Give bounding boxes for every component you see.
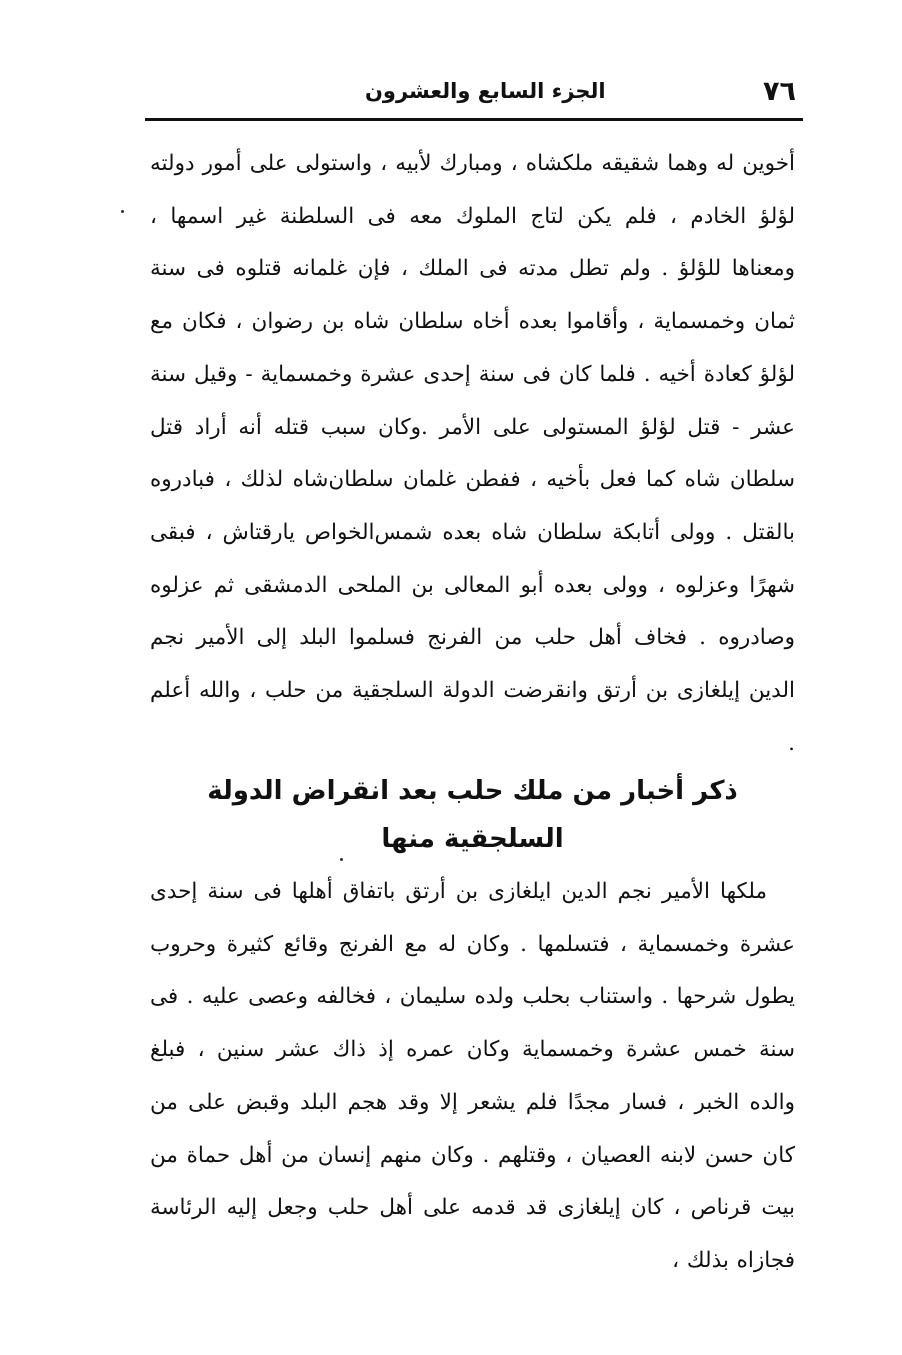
section-heading-line-2: السلجقية منها [381, 824, 564, 854]
paragraph-1: أخوين له وهما شقيقه ملكشاه ، ومبارك لأبيه ، واستولى على أمور دولته لؤلؤ الخادم ، فلم يكن لتاج الملوك معه فى السلطنة غير اسمها ، ومعناها للؤلؤ . ولم تطل مدته فى الملك ، فإن غلمانه قتلوه فى سنة ثمان وخمسماية ، وأقاموا بعده أخاه سلطان شاه بن رضوان ، فكان مع لؤلؤ كعادة أخيه . فلما كان فى سنة إحدى عشرة وخمسماية - وقيل سنة عشر - قتل لؤلؤ المستولى على الأمر .وكان سبب قتله أنه أراد قتل سلطان شاه كما فعل بأخيه ، ففطن غلمان سلطان‌شاه لذلك ، فبادروه بالقتل . وولى أتابكة سلطان شاه بعده شمس‌الخواص يارقتاش ، فبقى شهرًا وعزلوه ، وولى بعده أبو المعالى بن الملحى الدمشقى ثم عزلوه وصادروه . فخاف أهل حلب من الفرنج فسلموا البلد إلى الأمير نجم الدين إيلغازى بن أرتق وانقرضت الدولة السلجقية من حلب ، والله أعلم . [150, 151, 795, 756]
header-rule [145, 118, 803, 121]
print-speck [340, 858, 343, 861]
page-number: ٧٦ [763, 75, 796, 107]
page-header [145, 68, 800, 114]
margin-speck [121, 210, 124, 213]
section-heading-line-1: ذكر أخبار من ملك حلب بعد انقراض الدولة [207, 776, 738, 806]
section-heading [150, 767, 795, 863]
paragraph-2: ملكها الأمير نجم الدين ايلغازى بن أرتق باتفاق أهلها فى سنة إحدى عشرة وخمسماية ، فتسلمها . وكان له مع الفرنج وقائع كثيرة وحروب يطول شرحها . واستناب بحلب ولده سليمان ، فخالفه وعصى عليه . فى سنة خمس عشرة وخمسماية وكان عمره إذ ذاك عشر سنين ، فبلغ والده الخبر ، فسار مجدًا فلم يشعر إلا وقد هجم البلد وقبض على من كان حسن لابنه العصيان ، وقتلهم . وكان منهم إنسان من أهل حماة من بيت قرناص ، كان إيلغازى قد قدمه على أهل حلب وجعل إليه الرئاسة فجازاه بذلك ، [150, 879, 795, 1273]
running-title: الجزء السابع والعشرون [365, 79, 606, 103]
